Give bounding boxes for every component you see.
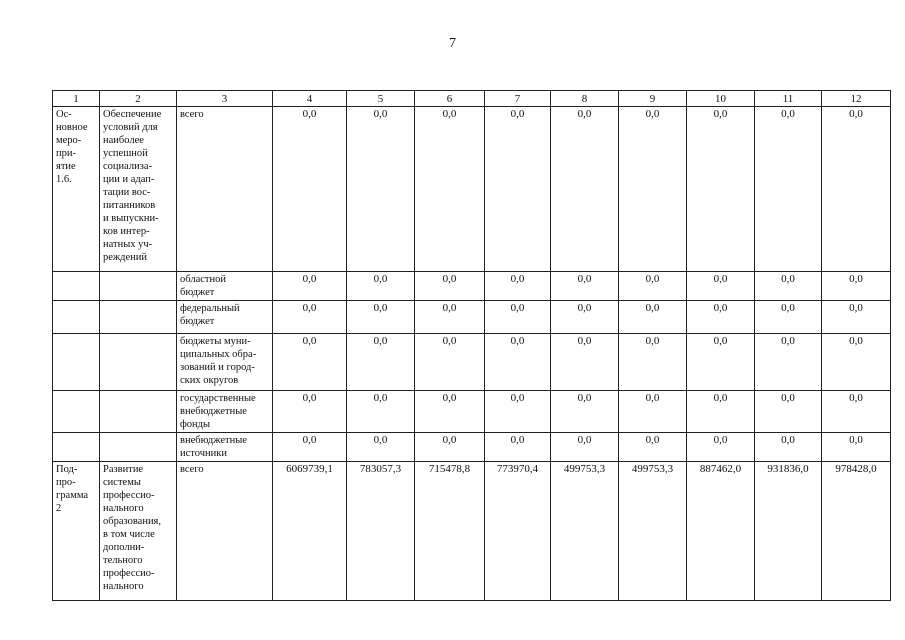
table-row (53, 107, 891, 272)
amount-cell: 0,0 (485, 334, 551, 391)
column-header: 6 (415, 91, 485, 107)
amount-cell: 0,0 (273, 334, 347, 391)
amount-cell: 0,0 (687, 301, 755, 334)
amount-cell: 0,0 (415, 433, 485, 462)
amount-cell: 0,0 (619, 334, 687, 391)
amount-cell: 0,0 (273, 391, 347, 433)
amount-cell: 0,0 (485, 433, 551, 462)
amount-cell: 0,0 (415, 272, 485, 301)
activity-name-cell: Развитие системы профессио- нального образования, в том числе дополни- тельного профессио- нального (100, 462, 177, 601)
activity-code-cell (53, 334, 100, 391)
activity-code-cell (53, 272, 100, 301)
amount-cell: 0,0 (822, 107, 891, 272)
amount-cell: 0,0 (551, 107, 619, 272)
column-header: 11 (755, 91, 822, 107)
amount-cell: 0,0 (755, 301, 822, 334)
amount-cell: 0,0 (551, 433, 619, 462)
amount-cell: 0,0 (347, 433, 415, 462)
funding-source-cell: федеральный бюджет (177, 301, 273, 334)
amount-cell: 0,0 (755, 334, 822, 391)
amount-cell: 0,0 (687, 107, 755, 272)
amount-cell: 0,0 (687, 334, 755, 391)
amount-cell: 0,0 (347, 301, 415, 334)
amount-cell: 0,0 (273, 272, 347, 301)
activity-code-cell (53, 391, 100, 433)
amount-cell: 0,0 (347, 272, 415, 301)
table-row (53, 272, 891, 301)
table-row (53, 462, 891, 601)
page-number: 7 (449, 36, 456, 51)
activity-code-cell: Под- про- грамма 2 (53, 462, 100, 601)
amount-cell: 0,0 (619, 272, 687, 301)
amount-cell: 6069739,1 (273, 462, 347, 601)
amount-cell: 0,0 (273, 301, 347, 334)
activity-name-cell (100, 433, 177, 462)
column-header: 1 (53, 91, 100, 107)
funding-source-cell: бюджеты муни- ципальных обра- зований и город- ских округов (177, 334, 273, 391)
header-row (53, 91, 891, 107)
amount-cell: 0,0 (551, 391, 619, 433)
activity-name-cell (100, 301, 177, 334)
amount-cell: 931836,0 (755, 462, 822, 601)
amount-cell: 0,0 (415, 301, 485, 334)
budget-table (52, 90, 891, 601)
amount-cell: 978428,0 (822, 462, 891, 601)
column-header: 12 (822, 91, 891, 107)
table-row (53, 391, 891, 433)
amount-cell: 499753,3 (619, 462, 687, 601)
table-row (53, 433, 891, 462)
amount-cell: 0,0 (485, 391, 551, 433)
amount-cell: 0,0 (822, 272, 891, 301)
amount-cell: 0,0 (485, 107, 551, 272)
funding-source-cell: внебюджетные источники (177, 433, 273, 462)
amount-cell: 0,0 (273, 107, 347, 272)
amount-cell: 0,0 (551, 301, 619, 334)
column-header: 7 (485, 91, 551, 107)
amount-cell: 0,0 (619, 301, 687, 334)
funding-source-cell: всего (177, 462, 273, 601)
amount-cell: 0,0 (687, 272, 755, 301)
activity-name-cell (100, 391, 177, 433)
activity-code-cell (53, 301, 100, 334)
amount-cell: 0,0 (415, 334, 485, 391)
activity-name-cell: Обеспечение условий для наиболее успешной социализа- ции и адап- тации вос- питанников и выпускни- ков интер- натных уч- реждений (100, 107, 177, 272)
column-header: 8 (551, 91, 619, 107)
column-header: 2 (100, 91, 177, 107)
amount-cell: 715478,8 (415, 462, 485, 601)
column-header: 3 (177, 91, 273, 107)
funding-source-cell: всего (177, 107, 273, 272)
amount-cell: 0,0 (822, 334, 891, 391)
amount-cell: 0,0 (687, 433, 755, 462)
amount-cell: 0,0 (273, 433, 347, 462)
amount-cell: 887462,0 (687, 462, 755, 601)
activity-code-cell (53, 433, 100, 462)
amount-cell: 0,0 (415, 391, 485, 433)
activity-code-cell: Ос- новное меро- при- ятие 1.6. (53, 107, 100, 272)
column-header: 5 (347, 91, 415, 107)
activity-name-cell (100, 272, 177, 301)
amount-cell: 0,0 (485, 301, 551, 334)
amount-cell: 0,0 (347, 334, 415, 391)
amount-cell: 0,0 (755, 391, 822, 433)
amount-cell: 0,0 (485, 272, 551, 301)
funding-source-cell: государственные внебюджетные фонды (177, 391, 273, 433)
amount-cell: 0,0 (619, 391, 687, 433)
amount-cell: 0,0 (619, 433, 687, 462)
amount-cell: 0,0 (822, 391, 891, 433)
amount-cell: 0,0 (755, 272, 822, 301)
amount-cell: 0,0 (755, 107, 822, 272)
amount-cell: 783057,3 (347, 462, 415, 601)
amount-cell: 0,0 (551, 272, 619, 301)
amount-cell: 0,0 (415, 107, 485, 272)
activity-name-cell (100, 334, 177, 391)
funding-source-cell: областной бюджет (177, 272, 273, 301)
table-row (53, 334, 891, 391)
amount-cell: 0,0 (551, 334, 619, 391)
amount-cell: 0,0 (619, 107, 687, 272)
column-header: 10 (687, 91, 755, 107)
amount-cell: 0,0 (822, 433, 891, 462)
column-header: 4 (273, 91, 347, 107)
amount-cell: 0,0 (347, 107, 415, 272)
amount-cell: 0,0 (687, 391, 755, 433)
column-header: 9 (619, 91, 687, 107)
amount-cell: 773970,4 (485, 462, 551, 601)
amount-cell: 499753,3 (551, 462, 619, 601)
amount-cell: 0,0 (822, 301, 891, 334)
table-row (53, 301, 891, 334)
amount-cell: 0,0 (347, 391, 415, 433)
amount-cell: 0,0 (755, 433, 822, 462)
